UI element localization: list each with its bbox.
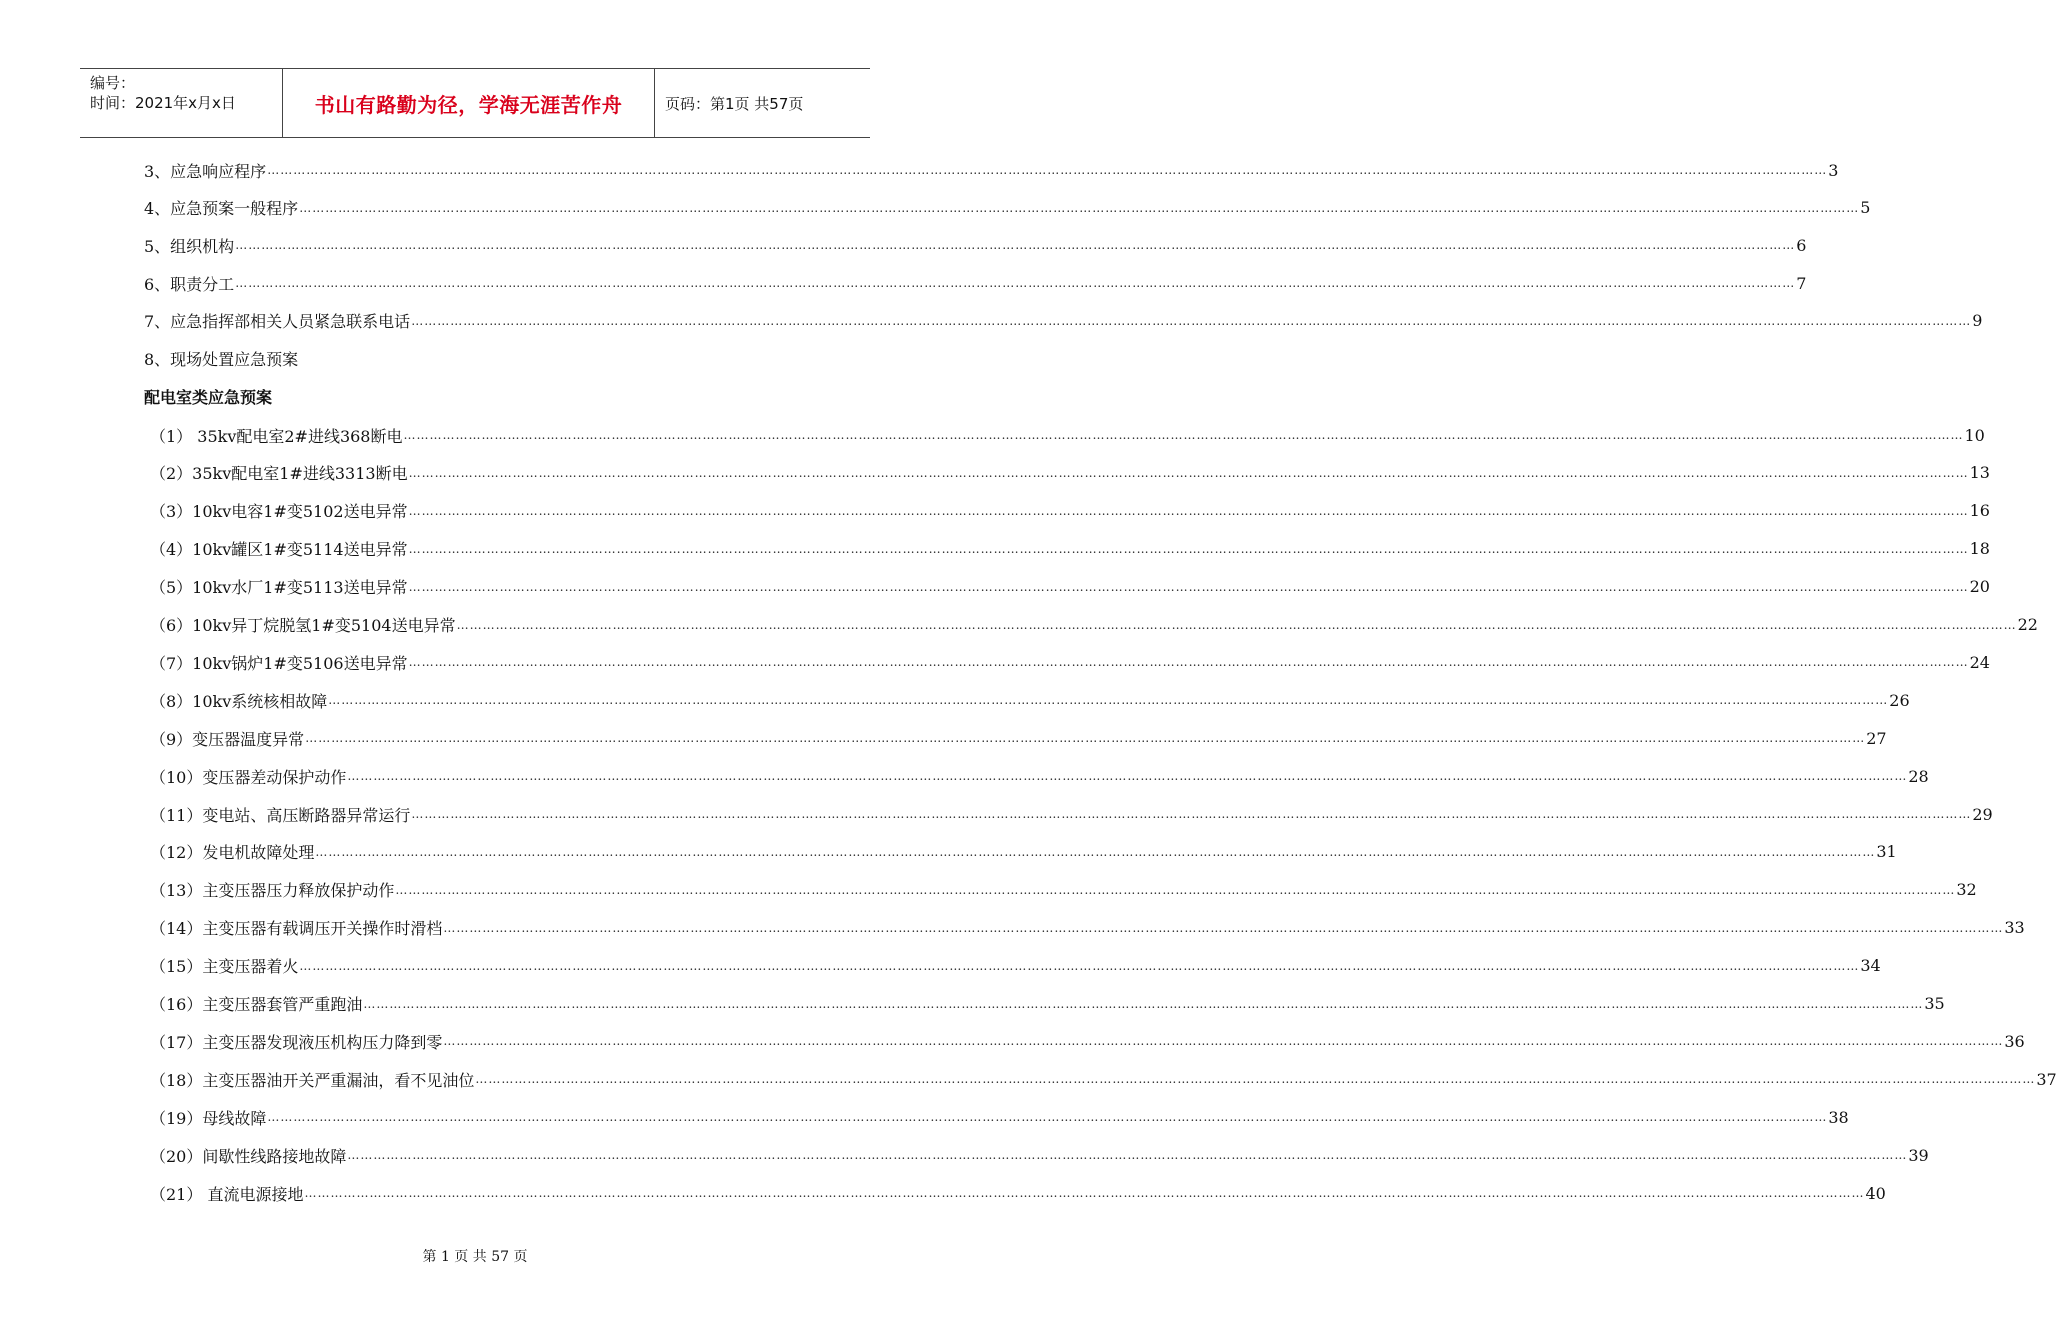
toc-leader-dots: ………………………………………………………………………………………………………………………………………………………………………………………………………………………………………………………………………………………………………………………………	[408, 503, 1969, 518]
header-motto: 书山有路勤为径，学海无涯苦作舟	[314, 92, 623, 117]
toc-entry-title: （21） 直流电源接地	[150, 1184, 304, 1204]
toc-entry-title: （9）变压器温度异常	[150, 729, 305, 749]
toc-leader-dots: ………………………………………………………………………………………………………………………………………………………………………………………………………………………………………………………………………………………………………………………………	[267, 163, 1828, 177]
toc-leader-dots: ………………………………………………………………………………………………………………………………………………………………………………………………………………………………………………………………………………………………………………………………	[305, 731, 1866, 746]
toc-entry[interactable]	[150, 725, 1887, 751]
toc-entry-title: （13）主变压器压力释放保护动作	[150, 881, 395, 901]
toc-entry-page: 31	[1876, 842, 1897, 862]
toc-entry-title: （4）10kv罐区1#变5114送电异常	[150, 540, 408, 560]
toc-entry[interactable]	[150, 763, 1929, 789]
toc-leader-dots: ………………………………………………………………………………………………………………………………………………………………………………………………………………………………………………………………………………………………………………………………	[299, 200, 1860, 215]
toc-entry-page: 40	[1865, 1183, 1886, 1203]
toc-leader-dots: ………………………………………………………………………………………………………………………………………………………………………………………………………………………………………………………………………………………………………………………………	[403, 428, 1964, 442]
toc-entry-title: （2）35kv配电室1#进线3313断电	[150, 464, 408, 484]
toc-leader-dots: ………………………………………………………………………………………………………………………………………………………………………………………………………………………………………………………………………………………………………………………………	[235, 238, 1796, 253]
toc-leader-dots: ………………………………………………………………………………………………………………………………………………………………………………………………………………………………………………………………………………………………………………………………	[443, 1034, 2004, 1049]
toc-leader-dots: ………………………………………………………………………………………………………………………………………………………………………………………………………………………………………………………………………………………………………………………………	[456, 617, 2017, 632]
toc-entry-page: 20	[1969, 577, 1990, 597]
toc-leader-dots: ………………………………………………………………………………………………………………………………………………………………………………………………………………………………………………………………………………………………………………………………	[347, 769, 1908, 784]
toc-entry-title: 3、应急响应程序	[144, 161, 267, 181]
header-page-cell	[655, 69, 870, 137]
toc-entry-page: 7	[1796, 273, 1807, 293]
toc-entry-page: 5	[1860, 198, 1871, 218]
toc-entry[interactable]	[150, 1180, 1886, 1206]
toc-entry[interactable]	[150, 612, 2038, 638]
toc-entry-title: （15）主变压器着火	[150, 957, 299, 977]
toc-entry-page: 26	[1889, 690, 1910, 710]
toc-entry[interactable]	[150, 877, 1977, 903]
toc-entry-title: （11）变电站、高压断路器异常运行	[150, 805, 411, 825]
toc-entry-page: 13	[1969, 463, 1990, 483]
toc-entry-page: 33	[2004, 918, 2025, 938]
toc-entry[interactable]	[150, 1104, 1849, 1130]
toc-entry[interactable]	[150, 801, 1993, 827]
toc-leader-dots: ………………………………………………………………………………………………………………………………………………………………………………………………………………………………………………………………………………………………………………………………	[408, 579, 1969, 594]
toc-entry[interactable]	[150, 498, 1990, 524]
toc-leader-dots: ………………………………………………………………………………………………………………………………………………………………………………………………………………………………………………………………………………………………………………………………	[328, 693, 1889, 708]
toc-entry-page: 16	[1969, 501, 1990, 521]
toc-entry[interactable]	[150, 839, 1897, 865]
toc-entry[interactable]	[144, 308, 1983, 334]
toc-leader-dots: ………………………………………………………………………………………………………………………………………………………………………………………………………………………………………………………………………………………………………………………………	[304, 1186, 1865, 1200]
toc-leader-dots: ………………………………………………………………………………………………………………………………………………………………………………………………………………………………………………………………………………………………………………………………	[411, 807, 1972, 821]
toc-entry-title: 6、职责分工	[144, 274, 235, 294]
toc-entry[interactable]	[150, 953, 1881, 979]
toc-entry-page: 35	[1924, 994, 1945, 1013]
toc-entry-page: 34	[1860, 956, 1881, 976]
toc-entry-title: 4、应急预案一般程序	[144, 199, 299, 219]
toc-entry-title: （12）发电机故障处理	[150, 843, 315, 863]
toc-entry[interactable]	[150, 915, 2025, 941]
header-motto-cell	[282, 69, 655, 137]
toc-entry-page: 9	[1972, 311, 1983, 331]
toc-entry-title: （5）10kv水厂1#变5113送电异常	[150, 578, 408, 598]
toc-entry[interactable]	[150, 991, 1945, 1017]
toc-entry-title: （3）10kv电容1#变5102送电异常	[150, 502, 408, 522]
page-footer: 第 1 页 共 57 页	[422, 1249, 528, 1265]
header-page-label: 页码：第1页 共57页	[665, 94, 804, 113]
doc-number-label: 编号：	[90, 74, 136, 92]
toc-entry-page: 38	[1828, 1107, 1849, 1127]
toc-entry-title: 7、应急指挥部相关人员紧急联系电话	[144, 312, 411, 332]
toc-entry-title: （6）10kv异丁烷脱氢1#变5104送电异常	[150, 616, 456, 635]
toc-entry-page: 32	[1956, 880, 1977, 900]
toc-leader-dots: ………………………………………………………………………………………………………………………………………………………………………………………………………………………………………………………………………………………………………………………………	[443, 920, 2004, 935]
doc-time-label: 时间：2021年x月x日	[90, 94, 236, 112]
toc-entry-page: 3	[1828, 160, 1839, 180]
toc-entry[interactable]	[150, 1066, 2057, 1092]
toc-entry-page: 22	[2017, 615, 2038, 634]
toc-leader-dots: ………………………………………………………………………………………………………………………………………………………………………………………………………………………………………………………………………………………………………………………………	[395, 882, 1956, 897]
toc-entry[interactable]	[150, 687, 1910, 713]
toc-entry[interactable]	[150, 536, 1990, 562]
toc-entry-title: （19）母线故障	[150, 1108, 267, 1128]
toc-entry-title: （1） 35kv配电室2#进线368断电	[150, 426, 403, 446]
toc-leader-dots: ………………………………………………………………………………………………………………………………………………………………………………………………………………………………………………………………………………………………………………………………	[363, 996, 1924, 1011]
page-header	[80, 68, 870, 138]
toc-entry[interactable]	[150, 574, 1990, 600]
section-title: 配电室类应急预案	[144, 388, 273, 407]
toc-entry-page: 36	[2004, 1031, 2025, 1051]
toc-leader-dots: ………………………………………………………………………………………………………………………………………………………………………………………………………………………………………………………………………………………………………………………………	[235, 276, 1796, 291]
toc-entry-title: （10）变压器差动保护动作	[150, 767, 347, 787]
toc-leader-dots: ………………………………………………………………………………………………………………………………………………………………………………………………………………………………………………………………………………………………………………………………	[408, 465, 1969, 480]
toc-entry[interactable]	[144, 195, 1871, 221]
toc-entry[interactable]	[144, 270, 1807, 296]
toc-entry-title: （17）主变压器发现液压机构压力降到零	[150, 1032, 443, 1052]
toc-entry[interactable]	[150, 460, 1990, 486]
toc-entry[interactable]	[150, 422, 1985, 448]
toc-leader-dots: ………………………………………………………………………………………………………………………………………………………………………………………………………………………………………………………………………………………………………………………………	[475, 1072, 2036, 1087]
toc-entry-title: 8、现场处置应急预案	[144, 350, 299, 369]
toc-entry-page: 24	[1969, 652, 1990, 672]
toc-entry[interactable]	[150, 1142, 1929, 1168]
toc-leader-dots: ………………………………………………………………………………………………………………………………………………………………………………………………………………………………………………………………………………………………………………………………	[408, 541, 1969, 556]
toc-entry[interactable]	[150, 649, 1990, 675]
toc-entry-page: 10	[1964, 425, 1985, 445]
toc-entry-page: 6	[1796, 235, 1807, 255]
toc-entry-page: 27	[1866, 728, 1887, 748]
toc-leader-dots: ………………………………………………………………………………………………………………………………………………………………………………………………………………………………………………………………………………………………………………………………	[347, 1148, 1908, 1163]
toc-entry[interactable]	[144, 346, 796, 372]
toc-entry[interactable]	[144, 157, 1839, 183]
toc-entry-page: 18	[1969, 539, 1990, 559]
toc-entry[interactable]	[150, 1028, 2025, 1054]
toc-entry-page: 37	[2036, 1069, 2057, 1089]
toc-entry-page: 29	[1972, 804, 1993, 824]
toc-entry-title: （16）主变压器套管严重跑油	[150, 995, 363, 1014]
toc-leader-dots: ………………………………………………………………………………………………………………………………………………………………………………………………………………………………………………………………………………………………………………………………	[408, 655, 1969, 670]
toc-leader-dots: ………………………………………………………………………………………………………………………………………………………………………………………………………………………………………………………………………………………………………………………………	[299, 958, 1860, 973]
toc-entry[interactable]	[144, 232, 1807, 258]
toc-entry-title: （18）主变压器油开关严重漏油，看不见油位	[150, 1070, 475, 1090]
toc-leader-dots: ………………………………………………………………………………………………………………………………………………………………………………………………………………………………………………………………………………………………………………………………	[315, 844, 1876, 859]
toc-leader-dots: ………………………………………………………………………………………………………………………………………………………………………………………………………………………………………………………………………………………………………………………………	[411, 313, 1972, 328]
header-meta	[80, 69, 282, 137]
toc-entry-page: 28	[1908, 766, 1929, 786]
toc-entry-title: （7）10kv锅炉1#变5106送电异常	[150, 653, 408, 673]
toc-entry-title: （14）主变压器有载调压开关操作时滑档	[150, 919, 443, 939]
toc-entry-page: 39	[1908, 1145, 1929, 1165]
toc-leader-dots: ………………………………………………………………………………………………………………………………………………………………………………………………………………………………………………………………………………………………………………………………	[267, 1110, 1828, 1125]
toc-entry-title: 5、组织机构	[144, 236, 235, 256]
toc-entry-title: （20）间歇性线路接地故障	[150, 1146, 347, 1166]
toc-entry-title: （8）10kv系统核相故障	[150, 691, 328, 711]
